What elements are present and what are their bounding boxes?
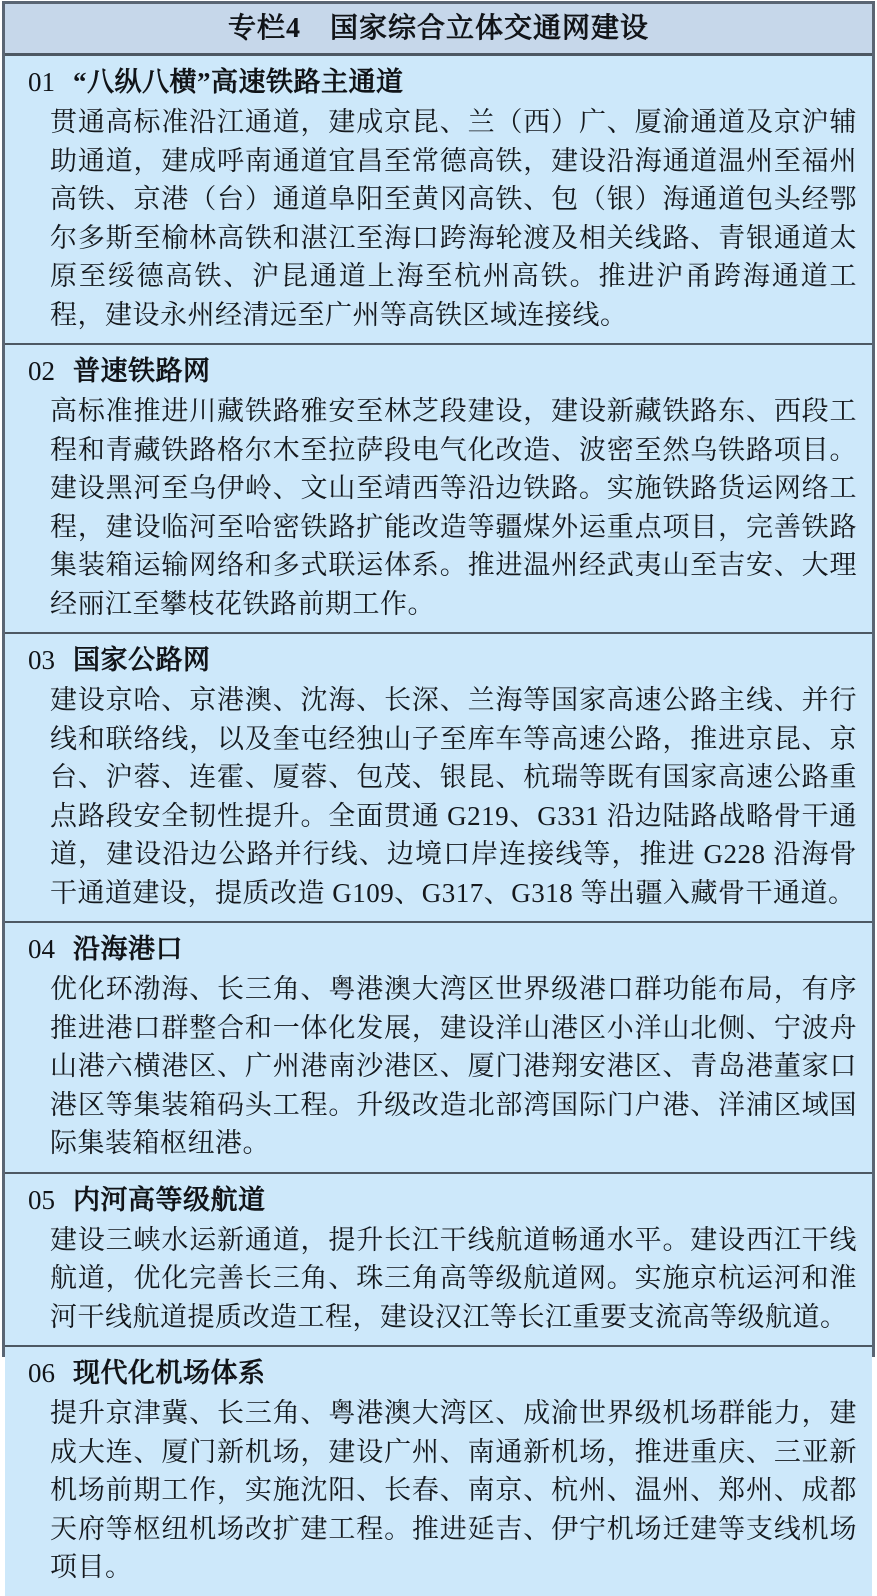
- section-body: 建设京哈、京港澳、沈海、长深、兰海等国家高速公路主线、并行线和联络线，以及奎屯经独山子至库车等高速公路，推进京昆、京台、沪蓉、连霍、厦蓉、包茂、银昆、杭瑞等既有国家高速公路重点路段安全韧性提升。全面贯通 G219、G331 沿边陆路战略骨干通道，建设沿边公路并行线、边境口岸连接线等，推进 G228 沿海骨干通道建设，提质改造 G109、G317、G318 等出疆入藏骨干通道。: [50, 685, 857, 908]
- section-header: [21, 351, 857, 392]
- section-04: [5, 923, 872, 1174]
- section-body: 贯通高标准沿江通道，建成京昆、兰（西）广、厦渝通道及京沪辅助通道，建成呼南通道宜昌至常德高铁，建设沿海通道温州至福州高铁、京港（台）通道阜阳至黄冈高铁、包（银）海通道包头经鄂尔多斯至榆林高铁和湛江至海口跨海轮渡及相关线路、青银通道太原至绥德高铁、沪昆通道上海至杭州高铁。推进沪甬跨海通道工程，建设永州经清远至广州等高铁区域连接线。: [50, 107, 857, 330]
- section-header: [21, 62, 857, 103]
- section-body: 优化环渤海、长三角、粤港澳大湾区世界级港口群功能布局，有序推进港口群整合和一体化发展，建设洋山港区小洋山北侧、宁波舟山港六横港区、广州港南沙港区、厦门港翔安港区、青岛港董家口港区等集装箱码头工程。升级改造北部湾国际门户港、洋浦区域国际集装箱枢纽港。: [50, 974, 857, 1158]
- box-title: 专栏4 国家综合立体交通网建设: [5, 4, 872, 56]
- section-number: 03: [28, 645, 55, 675]
- section-body: 提升京津冀、长三角、粤港澳大湾区、成渝世界级机场群能力，建成大连、厦门新机场，建设广州、南通新机场，推进重庆、三亚新机场前期工作，实施沈阳、长春、南京、杭州、温州、郑州、成都天府等枢纽机场改扩建工程。推进延吉、伊宁机场迁建等支线机场项目。: [50, 1398, 857, 1582]
- section-body: 高标准推进川藏铁路雅安至林芝段建设，建设新藏铁路东、西段工程和青藏铁路格尔木至拉萨段电气化改造、波密至然乌铁路项目。建设黑河至乌伊岭、文山至靖西等沿边铁路。实施铁路货运网络工程，建设临河至哈密铁路扩能改造等疆煤外运重点项目，完善铁路集装箱运输网络和多式联运体系。推进温州经武夷山至吉安、大理经丽江至攀枝花铁路前期工作。: [50, 396, 857, 619]
- section-heading: 国家公路网: [73, 645, 211, 675]
- section-number: 02: [28, 356, 55, 386]
- section-heading: “八纵八横”高速铁路主通道: [73, 67, 404, 97]
- box-column: [2, 1, 875, 1582]
- section-05: [5, 1174, 872, 1348]
- section-number: 06: [28, 1358, 55, 1388]
- section-heading: 沿海港口: [73, 934, 183, 964]
- section-header: [21, 1353, 857, 1394]
- section-list: [5, 56, 872, 1596]
- section-body: 建设三峡水运新通道，提升长江干线航道畅通水平。建设西江干线航道，优化完善长三角、珠三角高等级航道网。实施京杭运河和淮河干线航道提质改造工程，建设汉江等长江重要支流高等级航道。: [50, 1224, 857, 1332]
- section-header: [21, 1180, 857, 1221]
- section-header: [21, 640, 857, 681]
- section-03: [5, 634, 872, 923]
- section-heading: 内河高等级航道: [73, 1184, 266, 1215]
- section-number: 04: [28, 934, 55, 964]
- section-heading: 现代化机场体系: [73, 1358, 266, 1388]
- section-header: [21, 929, 857, 970]
- section-01: [5, 56, 872, 345]
- section-06: [5, 1347, 872, 1596]
- section-number: 01: [28, 67, 55, 97]
- section-heading: 普速铁路网: [73, 356, 211, 386]
- section-number: 05: [28, 1184, 55, 1215]
- section-02: [5, 345, 872, 634]
